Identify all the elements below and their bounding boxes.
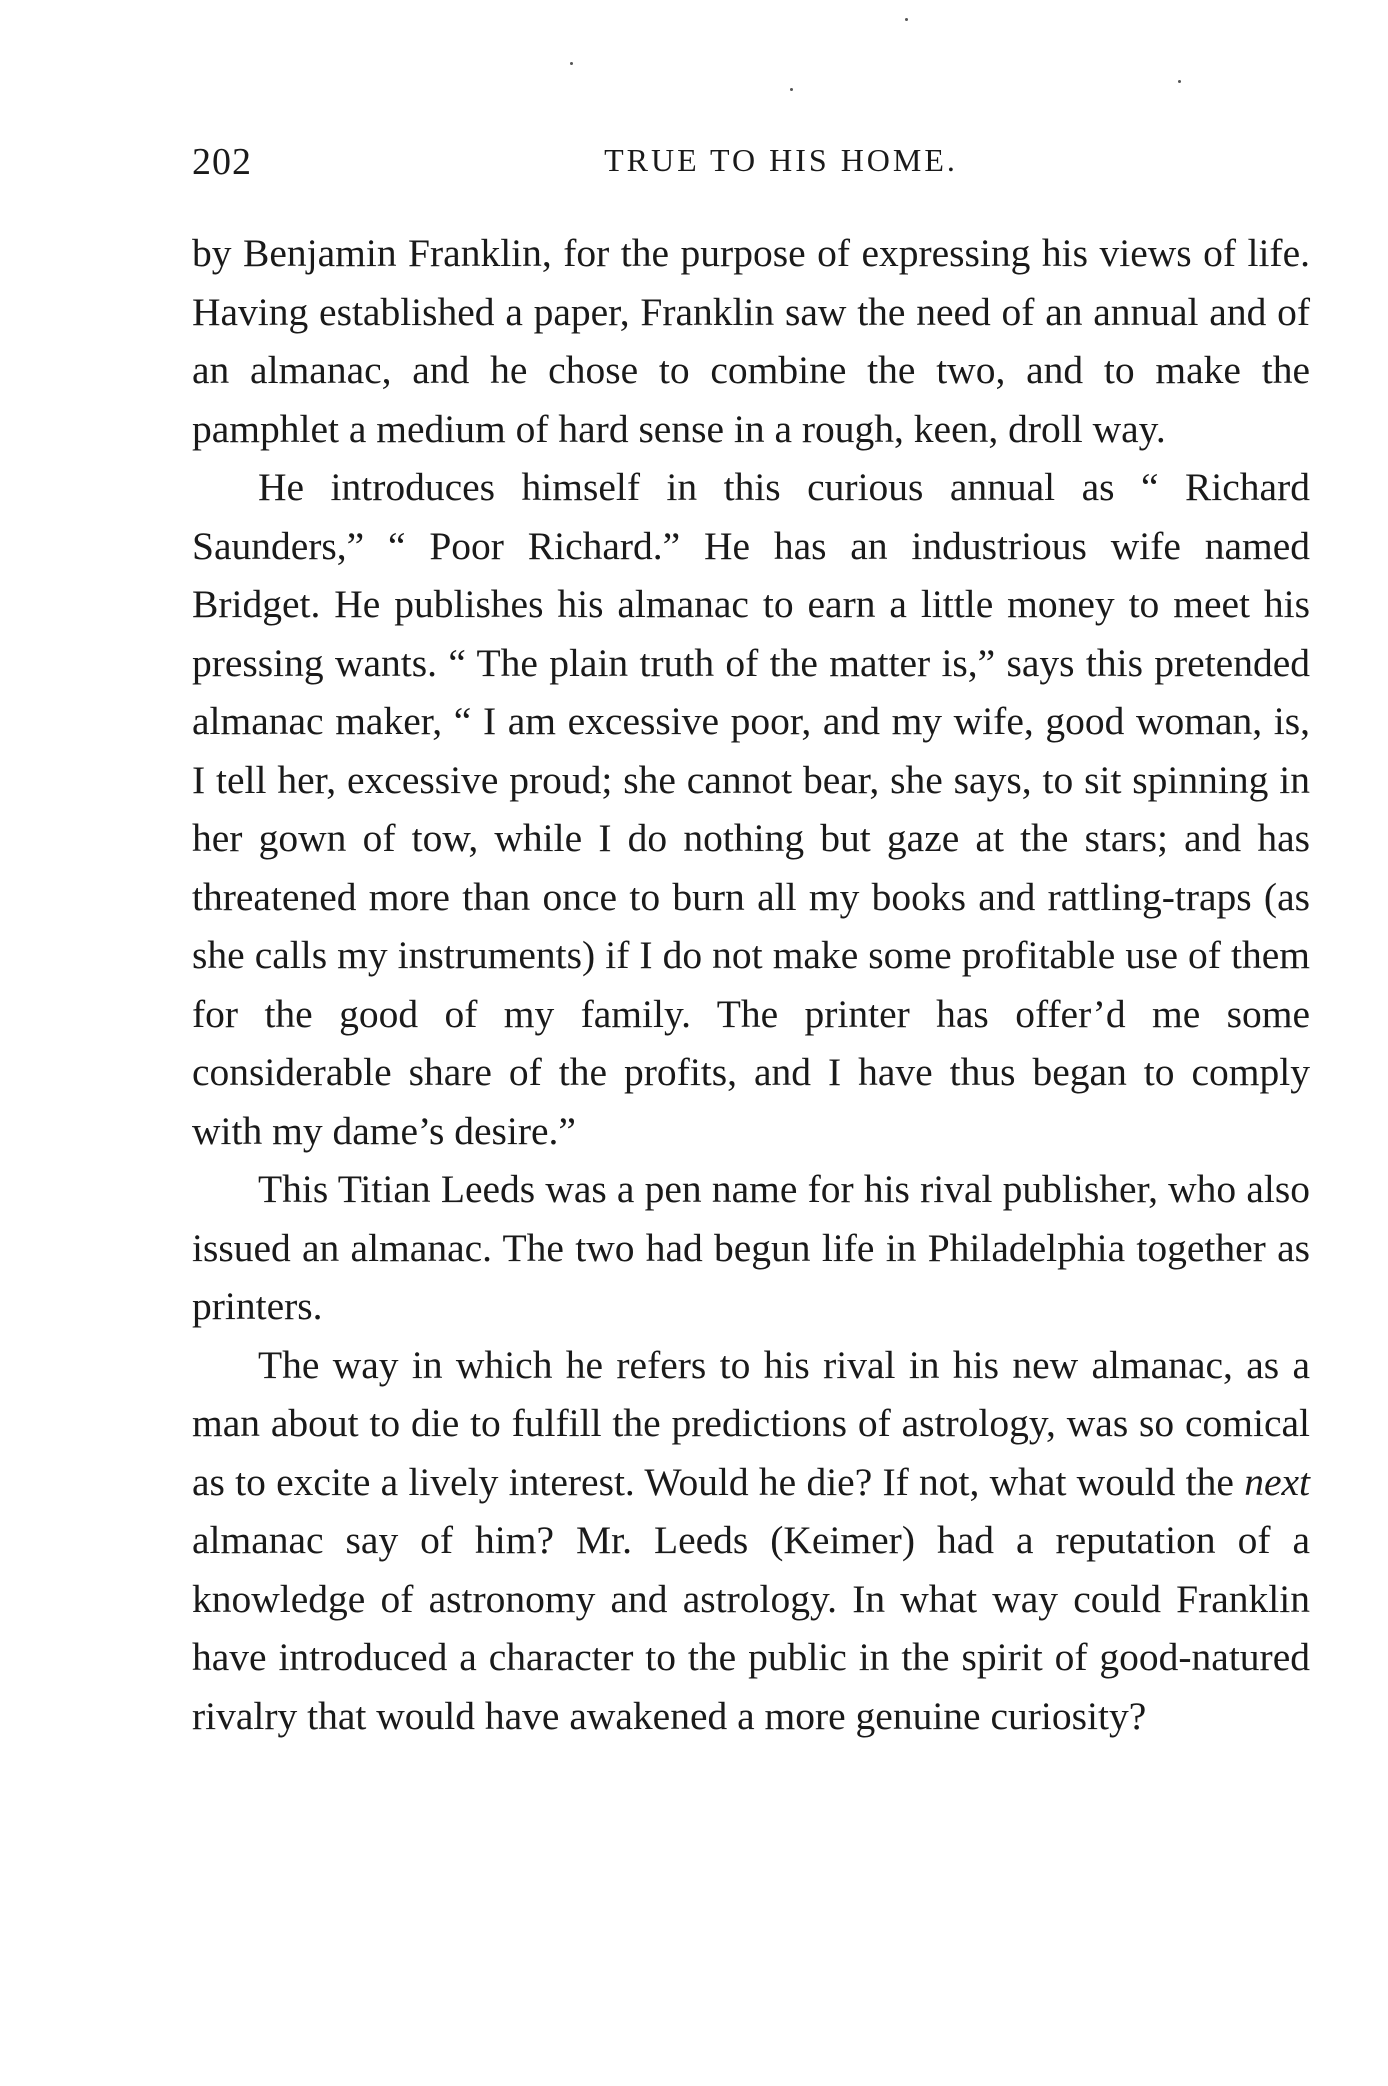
paragraph-4-emphasis: next: [1244, 1459, 1310, 1504]
body-text: [192, 224, 1310, 1745]
paragraph-4: [192, 1336, 1310, 1746]
paragraph-4-text-before: The way in which he refers to his rival in his new almanac, as a man about to die to fulfill the predictions of astrology, was so comical as to excite a lively interest. Would he die? If not, what would the: [192, 1342, 1310, 1504]
page-header: [192, 140, 1310, 190]
paragraph-4-text-after: almanac say of him? Mr. Leeds (Keimer) had a reputation of a knowledge of astronomy and astrology. In what way could Franklin have introduced a character to the public in the spirit of good-natured rivalry that would have awakened a more genuine curiosity?: [192, 1518, 1310, 1738]
print-speck: [790, 88, 793, 91]
print-speck: [1178, 80, 1181, 83]
print-speck: [570, 62, 573, 65]
paragraph-3: This Titian Leeds was a pen name for his rival publisher, who also issued an almanac. The two had begun life in Philadelphia together as printers.: [192, 1167, 1310, 1328]
page-number: 202: [192, 141, 252, 183]
print-speck: [905, 18, 908, 21]
paragraph-1: by Benjamin Franklin, for the purpose of expressing his views of life. Having established a paper, Franklin saw the need of an annual and of an almanac, and he chose to combine the two, and to make the pamphlet a medium of hard sense in a rough, keen, droll way.: [192, 231, 1310, 451]
running-head: TRUE TO HIS HOME.: [604, 142, 958, 178]
paragraph-2: He introduces himself in this curious annual as “ Richard Saunders,” “ Poor Richard.” He has an industrious wife named Bridget. He publishes his almanac to earn a little money to meet his pressing wants. “ The plain truth of the matter is,” says this pretended almanac maker, “ I am excessive poor, and my wife, good woman, is, I tell her, excessive proud; she cannot bear, she says, to sit spinning in her gown of tow, while I do nothing but gaze at the stars; and has threatened more than once to burn all my books and rattling-traps (as she calls my instruments) if I do not make some profitable use of them for the good of my family. The printer has offer’d me some considerable share of the profits, and I have thus began to comply with my dame’s desire.”: [192, 465, 1310, 1153]
